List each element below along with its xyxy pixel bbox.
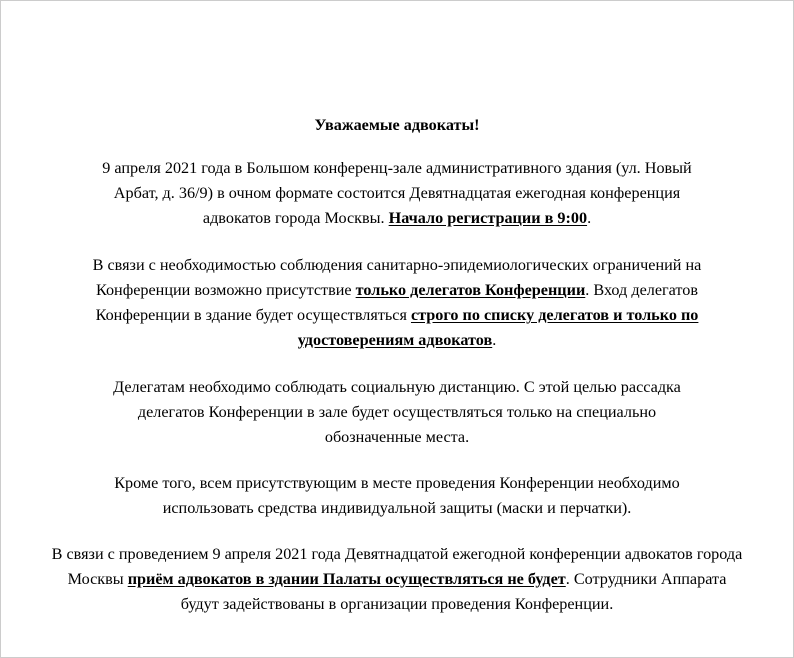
paragraph-restrictions	[89, 253, 705, 353]
title-spacer	[1, 138, 793, 156]
paragraph-announcement-run-0: 9 апреля 2021 года в Большом конференц-зале административного здания (ул. Новый Арбат, д. 36/9) в очном формате состоится Девятнадцатая ежегодная конференция адвокатов города Москвы.	[102, 159, 692, 227]
document-body	[1, 1, 793, 617]
paragraph-office-closed-run-2: . Сотрудники Аппарата будут задействованы в организации проведения Конференции.	[180, 570, 727, 613]
paragraph-distancing-run-0: Делегатам необходимо соблюдать социальную дистанцию. С этой целью рассадка делегатов Конференции в зале будет осуществляться только на специально обозначенные места.	[113, 378, 681, 446]
document-title: Уважаемые адвокаты!	[314, 116, 480, 134]
paragraph-office-closed-run-1: приём адвокатов в здании Палаты осуществляться не будет	[127, 570, 566, 588]
paragraph-restrictions-run-4: .	[492, 331, 497, 349]
paragraph-spacer-2	[1, 353, 793, 375]
paragraph-restrictions-run-0: В связи с необходимостью соблюдения санитарно-эпидемиологических ограничений на Конференции возможно присутствие	[92, 256, 702, 299]
paragraph-restrictions-run-1: только делегатов Конференции	[355, 281, 586, 299]
top-spacer	[1, 1, 793, 113]
paragraph-distancing	[89, 375, 705, 450]
paragraph-announcement-run-2: .	[587, 209, 592, 227]
paragraph-restrictions-run-3: строго по списку делегатов и только по удостоверениям адвокатов	[297, 306, 699, 349]
paragraph-announcement-run-1: Начало регистрации в 9:00	[388, 209, 588, 227]
paragraph-ppe-run-0: Кроме того, всем присутствующим в месте проведения Конференции необходимо использовать средства индивидуальной защиты (маски и перчатки).	[114, 474, 680, 517]
paragraph-spacer-3	[1, 450, 793, 471]
paragraph-spacer-4	[1, 521, 793, 542]
paragraph-announcement	[89, 156, 705, 231]
paragraph-office-closed-run-0: В связи с проведением 9 апреля 2021 года Девятнадцатой ежегодной конференции адвокатов города Москвы	[51, 545, 743, 588]
paragraph-restrictions-run-2: . Вход делегатов Конференции в здание будет осуществляться	[95, 281, 699, 324]
paragraph-spacer-1	[1, 231, 793, 253]
paragraph-office-closed	[47, 542, 747, 617]
paragraph-ppe	[89, 471, 705, 521]
